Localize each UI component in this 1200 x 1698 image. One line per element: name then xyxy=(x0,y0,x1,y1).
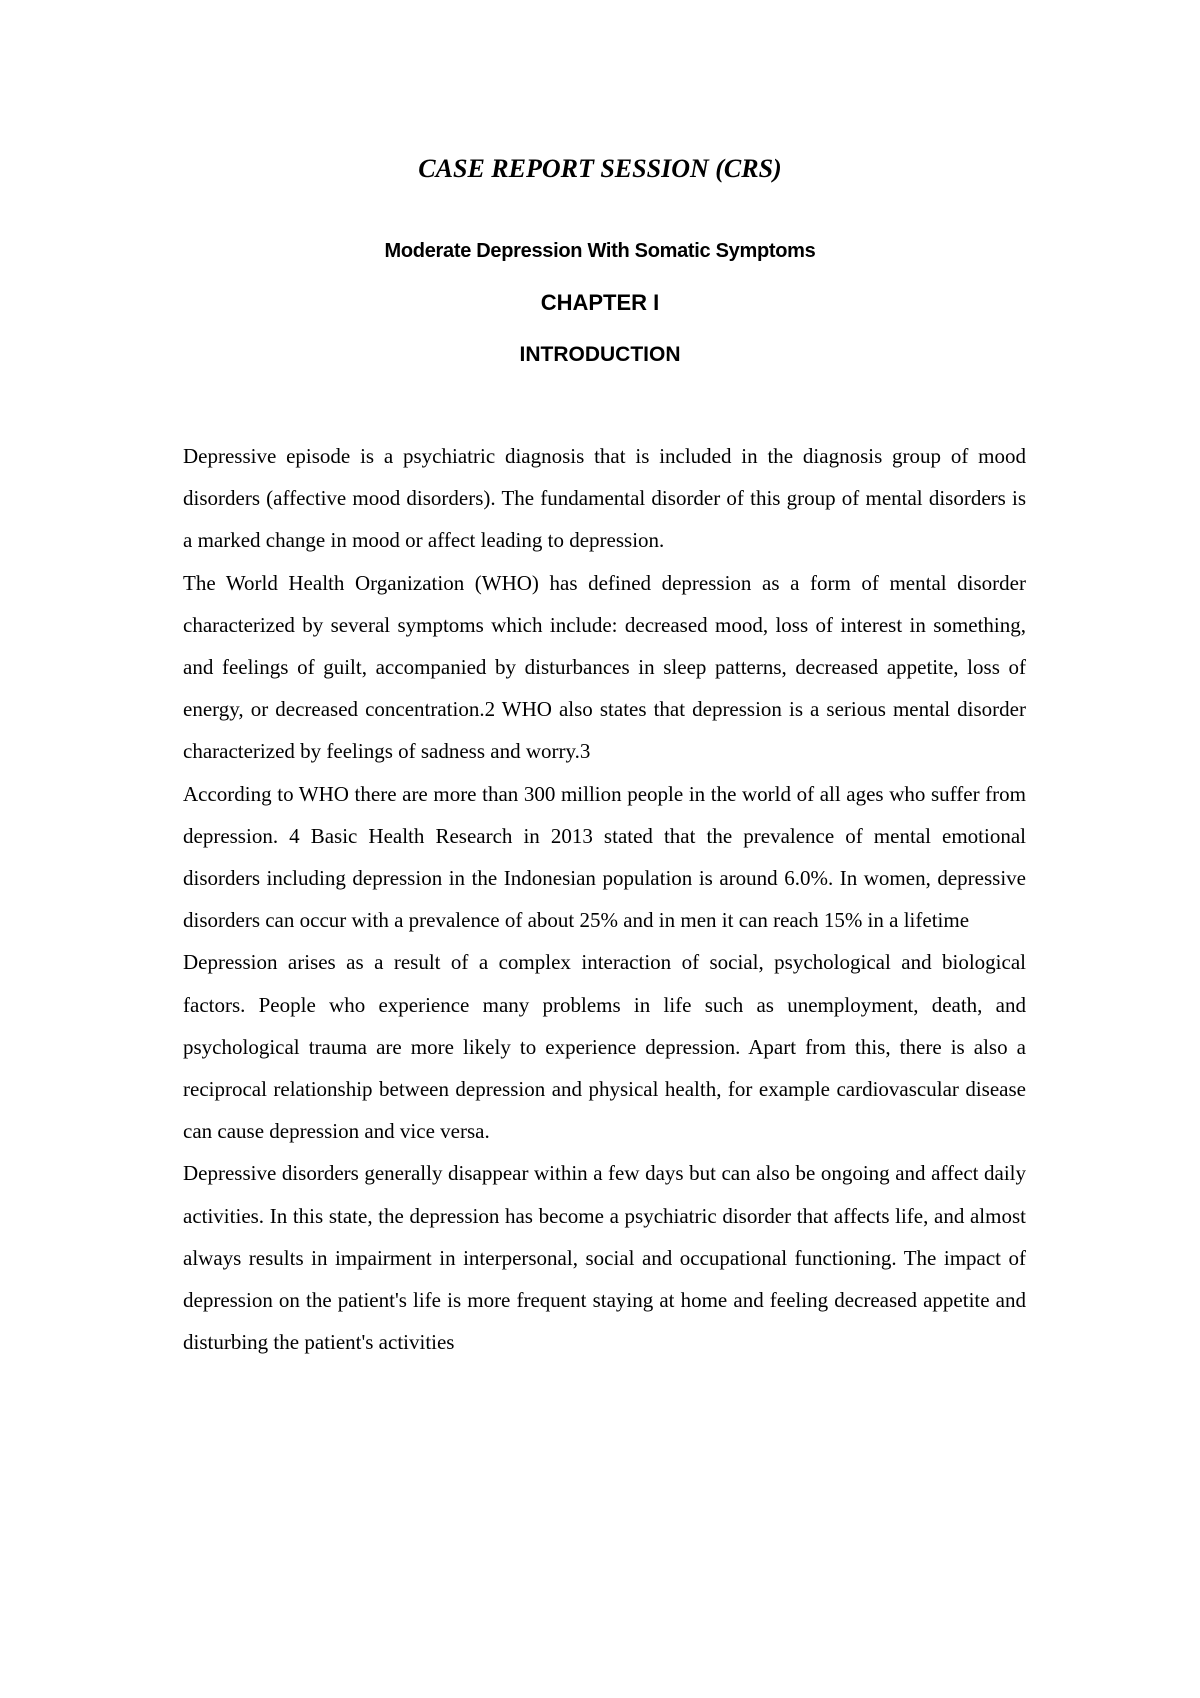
paragraph-1: Depressive episode is a psychiatric diagnosis that is included in the diagnosis group of mood disorders (affective mood disorders). The fundamental disorder of this group of mental disorders is a marked change in mood or affect leading to depression. xyxy=(183,444,1026,553)
paragraph-5: Depressive disorders generally disappear within a few days but can also be ongoing and affect daily activities. In this state, the depression has become a psychiatric disorder that affects life, and almost always results in impairment in interpersonal, social and occupational functioning. The impact of depression on the patient's life is more frequent staying at home and feeling decreased appetite and disturbing the patient's activities xyxy=(183,1161,1026,1355)
body-text xyxy=(183,435,1026,1363)
paragraph-4: Depression arises as a result of a complex interaction of social, psychological and biological factors. People who experience many problems in life such as unemployment, death, and psychological trauma are more likely to experience depression. Apart from this, there is also a reciprocal relationship between depression and physical health, for example cardiovascular disease can cause depression and vice versa. xyxy=(183,950,1026,1144)
paragraph-3: According to WHO there are more than 300 million people in the world of all ages who suffer from depression. 4 Basic Health Research in 2013 stated that the prevalence of mental emotional disorders including depression in the Indonesian population is around 6.0%. In women, depressive disorders can occur with a prevalence of about 25% and in men it can reach 15% in a lifetime xyxy=(183,781,1026,933)
document-title: CASE REPORT SESSION (CRS) xyxy=(418,154,782,183)
paragraph-2: The World Health Organization (WHO) has defined depression as a form of mental disorder characterized by several symptoms which include: decreased mood, loss of interest in something, and feelings of guilt, accompanied by disturbances in sleep patterns, decreased appetite, loss of energy, or decreased concentration.2 WHO also states that depression is a serious mental disorder characterized by feelings of sadness and worry.3 xyxy=(183,570,1026,764)
chapter-heading: CHAPTER I xyxy=(540,290,660,315)
section-heading: INTRODUCTION xyxy=(519,343,681,366)
document-subtitle: Moderate Depression With Somatic Symptoms xyxy=(384,240,816,262)
